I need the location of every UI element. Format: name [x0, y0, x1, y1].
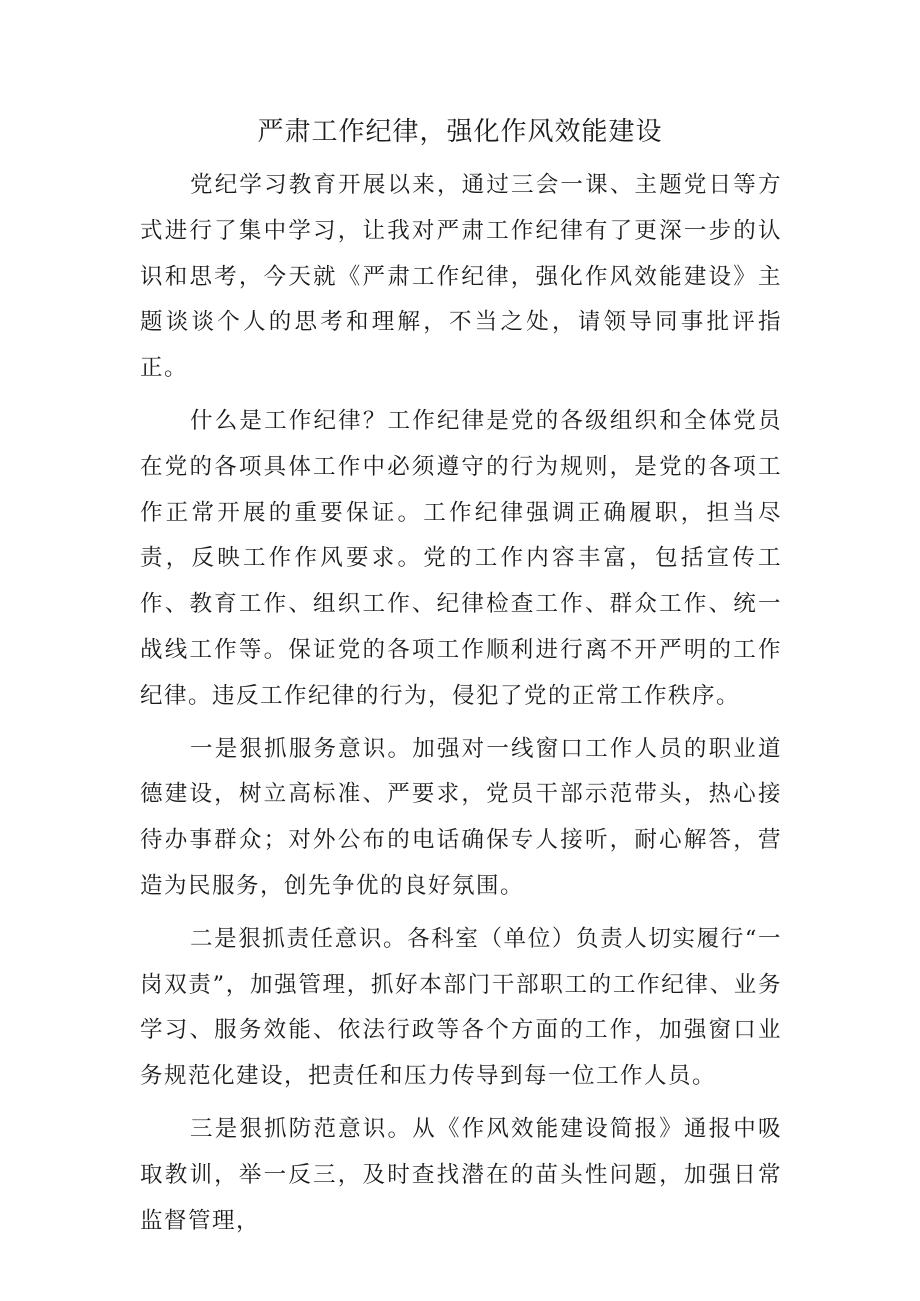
- document-title: 严肃工作纪律，强化作风效能建设: [257, 117, 663, 147]
- paragraph-service-awareness: 一是狠抓服务意识。加强对一线窗口工作人员的职业道德建设，树立高标准、严要求，党员干部示范带头，热心接待办事群众；对外公布的电话确保专人接听，耐心解答，营造为民服务，创先争优的良好氛围。: [140, 735, 782, 899]
- paragraph-intro: 党纪学习教育开展以来，通过三会一课、主题党日等方式进行了集中学习，让我对严肃工作纪律有了更深一步的认识和思考，今天就《严肃工作纪律，强化作风效能建设》主题谈谈个人的思考和理解，不当之处，请领导同事批评指正。: [140, 172, 782, 382]
- paragraph-prevention-awareness: 三是狠抓防范意识。从《作风效能建设简报》通报中吸取教训，举一反三，及时查找潜在的苗头性问题，加强日常监督管理，: [140, 1115, 782, 1234]
- document-body: [140, 163, 782, 1251]
- paragraph-definition: 什么是工作纪律？工作纪律是党的各级组织和全体党员在党的各项具体工作中必须遵守的行为规则，是党的各项工作正常开展的重要保证。工作纪律强调正确履职，担当尽责，反映工作作风要求。党的工作内容丰富，包括宣传工作、教育工作、组织工作、纪律检查工作、群众工作、统一战线工作等。保证党的各项工作顺利进行离不开严明的工作纪律。违反工作纪律的行为，侵犯了党的正常工作秩序。: [140, 407, 782, 709]
- paragraph-responsibility-awareness: 二是狠抓责任意识。各科室（单位）负责人切实履行“一岗双责”，加强管理，抓好本部门干部职工的工作纪律、业务学习、服务效能、依法行政等各个方面的工作，加强窗口业务规范化建设，把责任和压力传导到每一位工作人员。: [140, 925, 782, 1090]
